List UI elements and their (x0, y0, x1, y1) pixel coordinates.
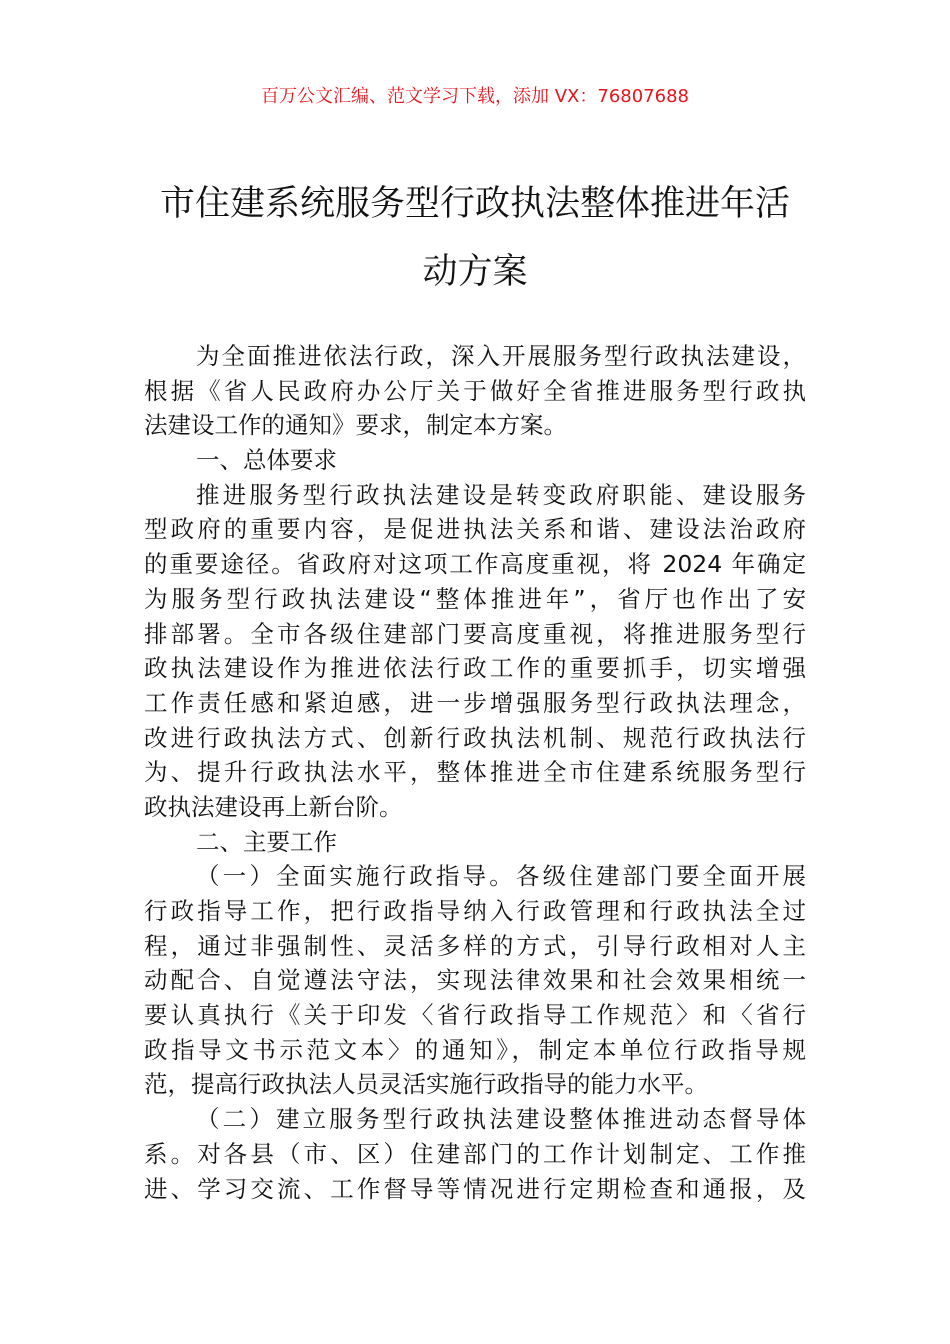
document-title (140, 170, 810, 306)
text-line: 行政指导工作，把行政指导纳入行政管理和行政执法全过 (144, 897, 806, 925)
text-line: 程，通过非强制性、灵活多样的方式，引导行政相对人主 (144, 931, 806, 960)
text-line: 的重要途径。省政府对这项工作高度重视，将 2024 年确定 (144, 550, 806, 579)
text-line: 进、学习交流、工作督导等情况进行定期检查和通报，及 (144, 1174, 806, 1203)
text-line: 政指导文书示范文本〉的通知》，制定本单位行政指导规 (144, 1035, 806, 1064)
text-line: 法建设工作的通知》要求，制定本方案。 (144, 411, 567, 440)
text-line: 系。对各县（市、区）住建部门的工作计划制定、工作推 (144, 1139, 806, 1168)
text-line: （一）全面实施行政指导。各级住建部门要全面开展 (196, 862, 806, 891)
document-body (144, 339, 806, 1206)
paragraph (144, 825, 806, 860)
text-line: 排部署。全市各级住建部门要高度重视，将推进服务型行 (144, 619, 806, 648)
text-line: 推进服务型行政执法建设是转变政府职能、建设服务 (196, 480, 806, 509)
text-line: 型政府的重要内容，是促进执法关系和谐、建设法治政府 (144, 515, 806, 544)
text-line: 工作责任感和紧迫感，进一步增强服务型行政执法理念， (144, 688, 806, 717)
paragraph (144, 1102, 806, 1206)
text-line: 二、主要工作 (196, 827, 337, 856)
text-line: 根据《省人民政府办公厅关于做好全省推进服务型行政执 (144, 376, 806, 405)
text-line: 为服务型行政执法建设“整体推进年”，省厅也作出了安 (144, 584, 806, 613)
paragraph (144, 478, 806, 825)
title-line: 动方案 (422, 252, 528, 292)
text-line: 为全面推进依法行政，深入开展服务型行政执法建设， (196, 342, 806, 370)
text-line: 范，提高行政执法人员灵活实施行政指导的能力水平。 (144, 1070, 708, 1099)
paragraph (144, 443, 806, 478)
text-line: 政执法建设再上新台阶。 (144, 792, 403, 821)
text-line: 要认真执行《关于印发〈省行政指导工作规范〉和〈省行 (144, 1001, 806, 1030)
text-line: 改进行政执法方式、创新行政执法机制、规范行政执法行 (144, 723, 806, 752)
paragraph (144, 339, 806, 443)
text-line: 一、总体要求 (196, 446, 337, 475)
text-line: 为、提升行政执法水平，整体推进全市住建系统服务型行 (144, 758, 806, 787)
text-line: （二）建立服务型行政执法建设整体推进动态督导体 (196, 1105, 806, 1134)
promo-header: 百万公文汇编、范文学习下载，添加 VX：76807688 (261, 86, 689, 107)
text-line: 政执法建设作为推进依法行政工作的重要抓手，切实增强 (144, 654, 806, 683)
text-line: 动配合、自觉遵法守法，实现法律效果和社会效果相统一 (144, 966, 806, 995)
title-line: 市住建系统服务型行政执法整体推进年活 (159, 184, 790, 224)
paragraph (144, 859, 806, 1102)
